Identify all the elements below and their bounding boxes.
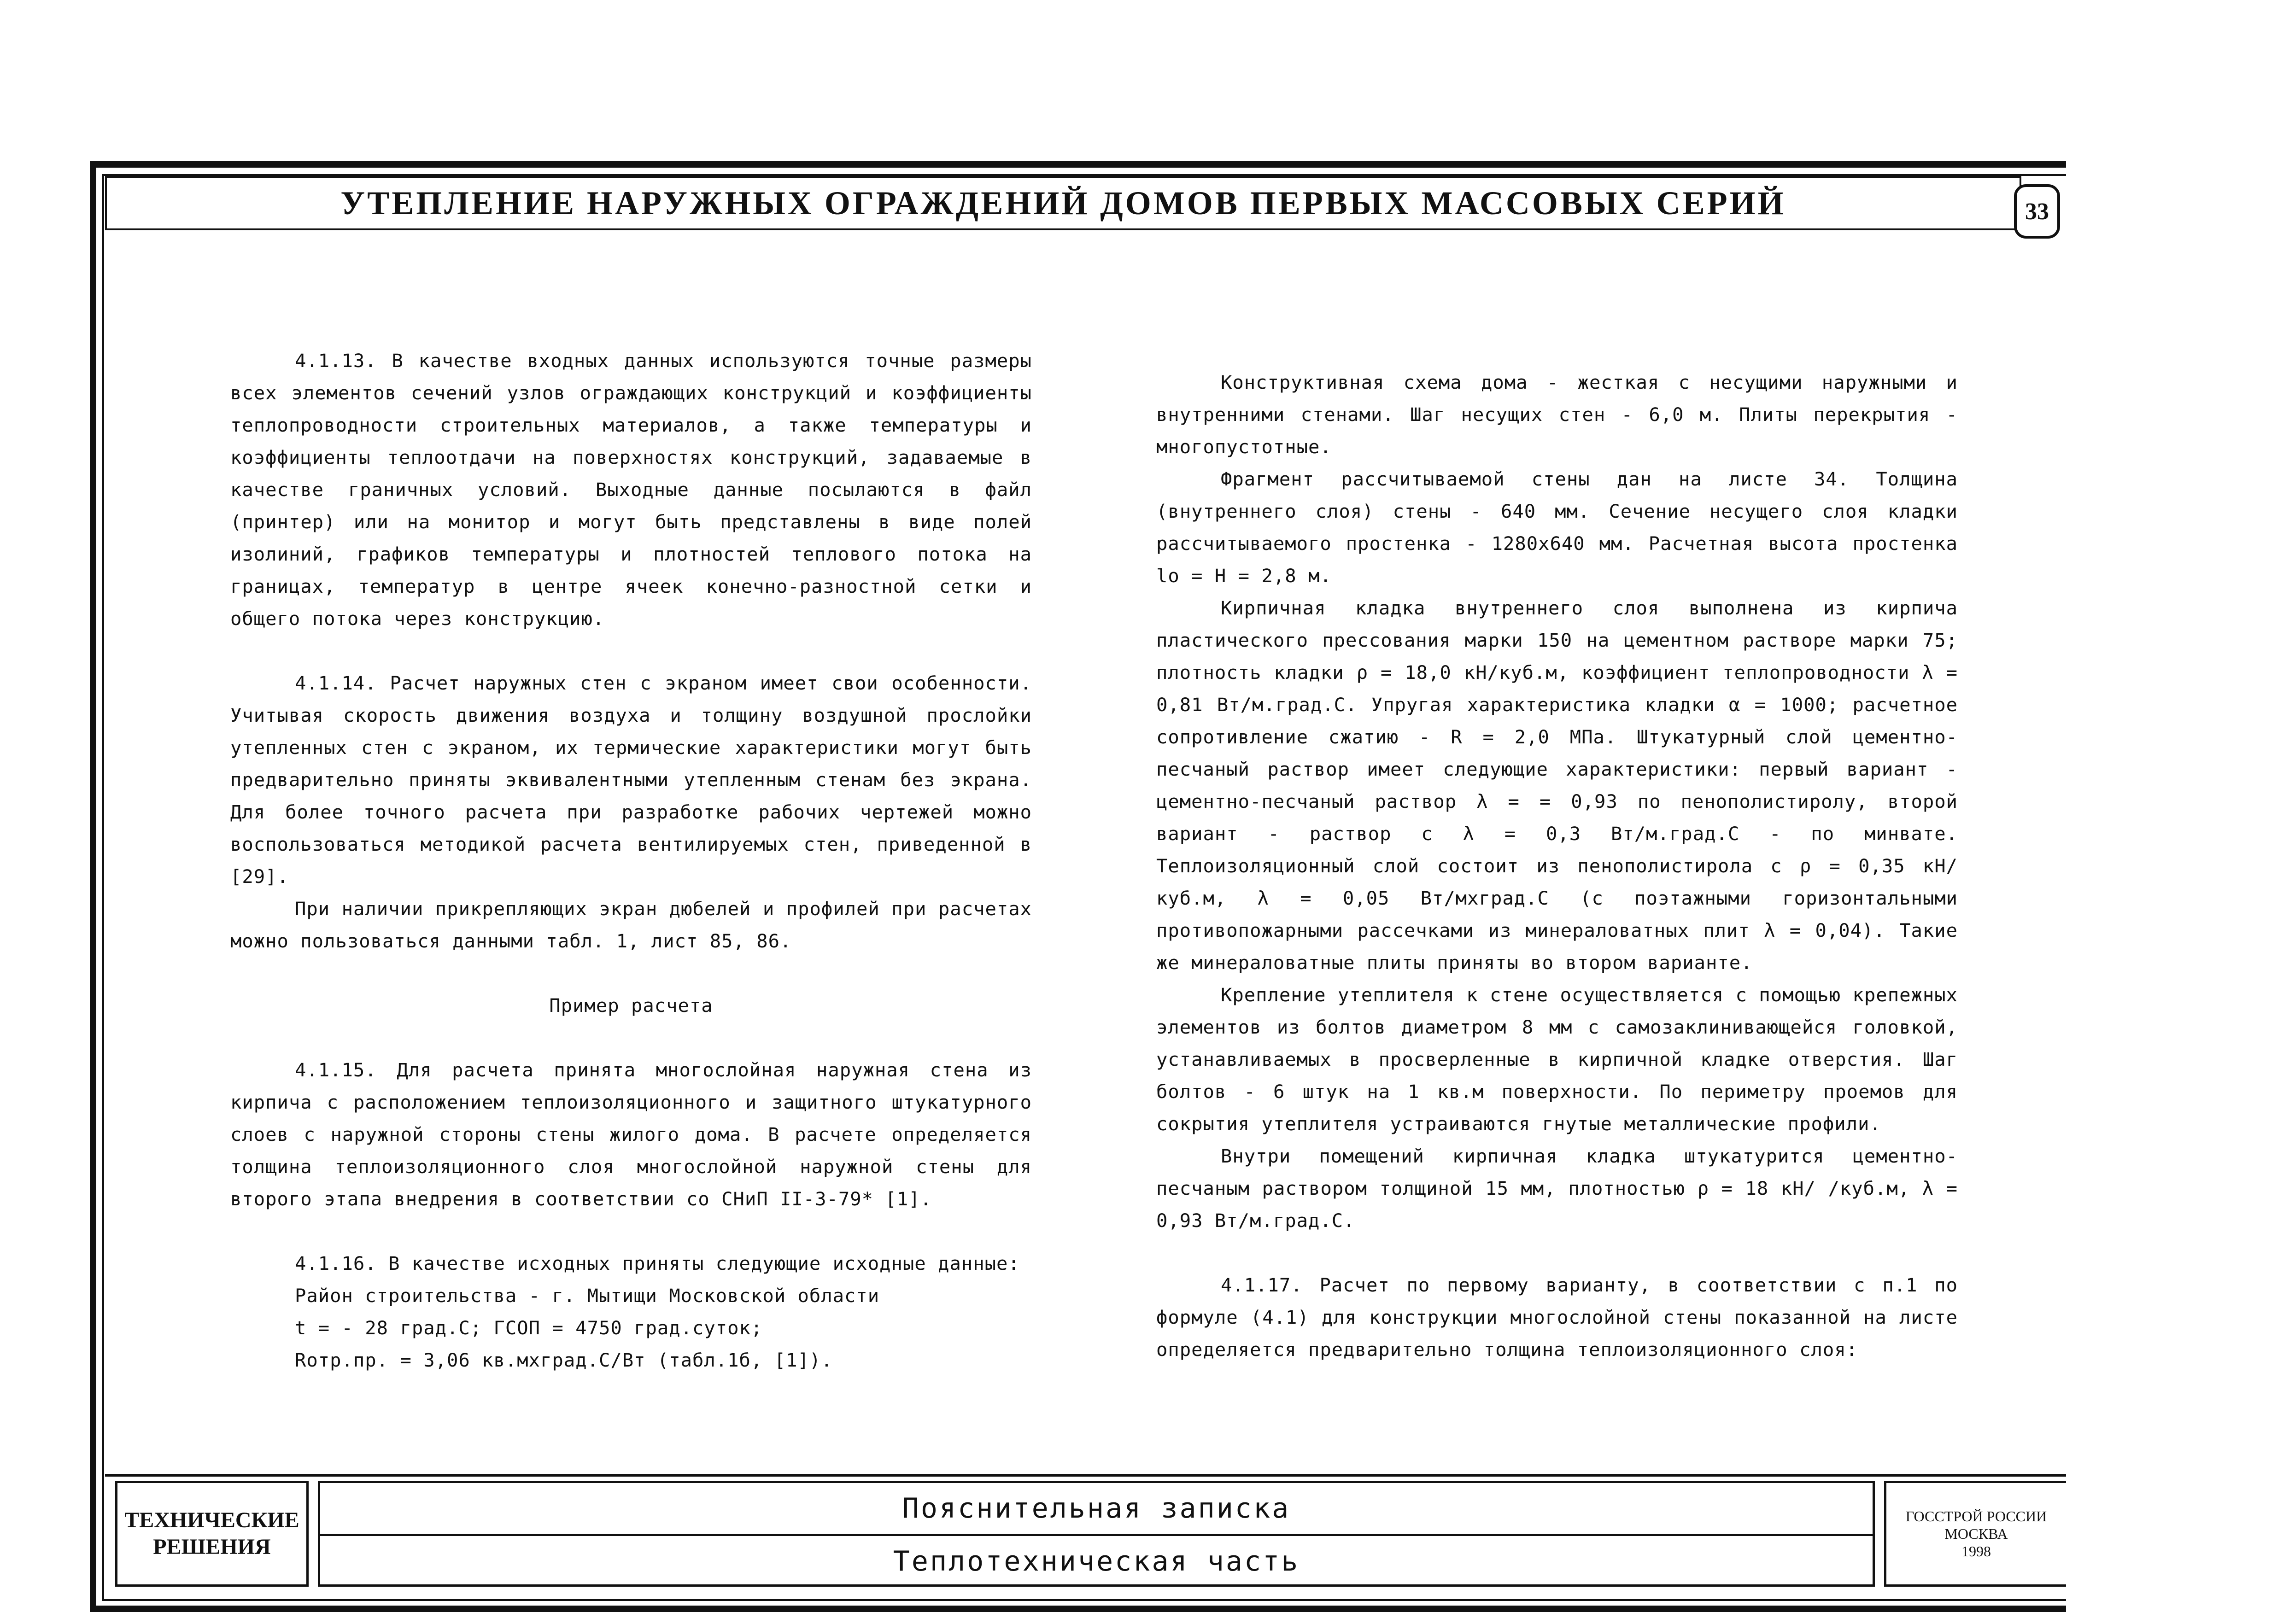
header-title-box (105, 176, 2021, 230)
title-block-category (115, 1481, 309, 1587)
input-data-temperature: t = - 28 град.С; ГСОП = 4750 град.суток; (295, 1317, 763, 1339)
paragraph-4-1-17: 4.1.17. Расчет по первому варианту, в соответствии с п.1 по формуле (4.1) для конструкции многослойной стены показанной на листе определяется предварительно толщина теплоизоляционного слоя: (1156, 1274, 1958, 1361)
paragraph-structural-scheme: Конструктивная схема дома - жесткая с несущими наружными и внутренними стенами. Шаг несущих стен - 6,0 м. Плиты перекрытия - многопустотные. (1156, 371, 1958, 458)
paragraph-4-1-16: 4.1.16. В качестве исходных приняты следующие исходные данные: (295, 1252, 1020, 1274)
document-part: Теплотехническая часть (893, 1545, 1300, 1577)
document-name-row (320, 1483, 1873, 1534)
page-title: УТЕПЛЕНИЕ НАРУЖНЫХ ОГРАЖДЕНИЙ ДОМОВ ПЕРВЫХ МАССОВЫХ СЕРИЙ (340, 184, 1786, 222)
paragraph-fasteners: При наличии прикрепляющих экран дюбелей и профилей при расчетах можно пользоваться данными табл. 1, лист 85, 86. (230, 898, 1032, 952)
paragraph-masonry: Кирпичная кладка внутреннего слоя выполнена из кирпича пластического прессования марки 150 на цементном растворе марки 75; плотность кладки ρ = 18,0 кН/куб.м, коэффициент теплопроводности λ = 0,81 Вт/м.град.С. Упругая характеристика кладки α = 1000; расчетное сопротивление сжатию - R = 2,0 МПа. Штукатурный слой цементно-песчаный раствор имеет следующие характеристики: первый вариант - цементно-песчаный раствор λ = = 0,93 по пенополистиролу, второй вариант - раствор с λ = 0,3 Вт/м.град.С - по минвате. Теплоизоляционный слой состоит из пенополистирола с ρ = 0,35 кН/куб.м, λ = 0,05 Вт/мхград.С (с поэтажными горизонтальными противопожарными рассечками из минераловатных плит λ = 0,04). Такие же минераловатные плиты приняты во втором варианте. (1156, 597, 1958, 974)
document-part-row (320, 1534, 1873, 1587)
left-text-column (230, 345, 1032, 1376)
input-data-region: Район строительства - г. Мытищи Московской области (295, 1285, 880, 1307)
organization-name: ГОССТРОЙ РОССИИ (1905, 1508, 2047, 1525)
category-line-1: ТЕХНИЧЕСКИЕ (124, 1508, 299, 1532)
right-text-column (1156, 366, 1958, 1366)
paragraph-4-1-14: 4.1.14. Расчет наружных стен с экраном имеет свои особенности. Учитывая скорость движения воздуха и толщину воздушной прослойки утепленных стен с экраном, их термические характеристики могут быть предварительно приняты эквивалентными утепленным стенам без экрана. Для более точного расчета при разработке рабочих чертежей можно воспользоваться методикой расчета вентилируемых стен, приведенной в [29]. (230, 672, 1032, 888)
page-number-badge: 33 (2014, 184, 2060, 239)
document-name: Пояснительная записка (902, 1492, 1291, 1525)
title-block-document (318, 1481, 1875, 1587)
input-data-resistance: Rотр.пр. = 3,06 кв.мхград.С/Вт (табл.1б, [1]). (295, 1349, 833, 1371)
section-heading: Пример расчета (549, 994, 713, 1016)
title-block-divider (105, 1474, 2066, 1477)
organization-year: 1998 (1961, 1543, 1991, 1560)
title-block-organization (1884, 1481, 2066, 1587)
paragraph-interior-plaster: Внутри помещений кирпичная кладка штукатурится цементно-песчаным раствором толщиной 15 мм, плотностью ρ = 18 кН/ /куб.м, λ = 0,93 Вт/м.град.С. (1156, 1145, 1958, 1232)
organization-city: МОСКВА (1944, 1525, 2008, 1542)
paragraph-insulation-fastening: Крепление утеплителя к стене осуществляется с помощью крепежных элементов из болтов диаметром 8 мм с самозаклинивающейся головкой, устанавливаемых в просверленные в кирпичной кладке отверстия. Шаг болтов - 6 штук на 1 кв.м поверхности. По периметру проемов для сокрытия утеплителя устраиваются гнутые металлические профили. (1156, 984, 1958, 1135)
category-line-2: РЕШЕНИЯ (153, 1535, 271, 1559)
paragraph-wall-fragment: Фрагмент рассчитываемой стены дан на листе 34. Толщина (внутреннего слоя) стены - 640 мм. Сечение несущего слоя кладки рассчитываемого простенка - 1280х640 мм. Расчетная высота простенка lo = H = 2,8 м. (1156, 468, 1958, 587)
paragraph-4-1-15: 4.1.15. Для расчета принята многослойная наружная стена из кирпича с расположением теплоизоляционного и защитного штукатурного слоев с наружной стороны стены жилого дома. В расчете определяется толщина теплоизоляционного слоя многослойной наружной стены для второго этапа внедрения в соответствии со СНиП II-3-79* [1]. (230, 1059, 1032, 1210)
paragraph-4-1-13: 4.1.13. В качестве входных данных используются точные размеры всех элементов сечений узлов ограждающих конструкций и коэффициенты теплопроводности строительных материалов, а также температуры и коэффициенты теплоотдачи на поверхностях конструкций, задаваемые в качестве граничных условий. Выходные данные посылаются в файл (принтер) или на монитор и могут быть представлены в виде полей изолиний, графиков температуры и плотностей теплового потока на границах, температур в центре ячеек конечно-разностной сетки и общего потока через конструкцию. (230, 350, 1032, 630)
